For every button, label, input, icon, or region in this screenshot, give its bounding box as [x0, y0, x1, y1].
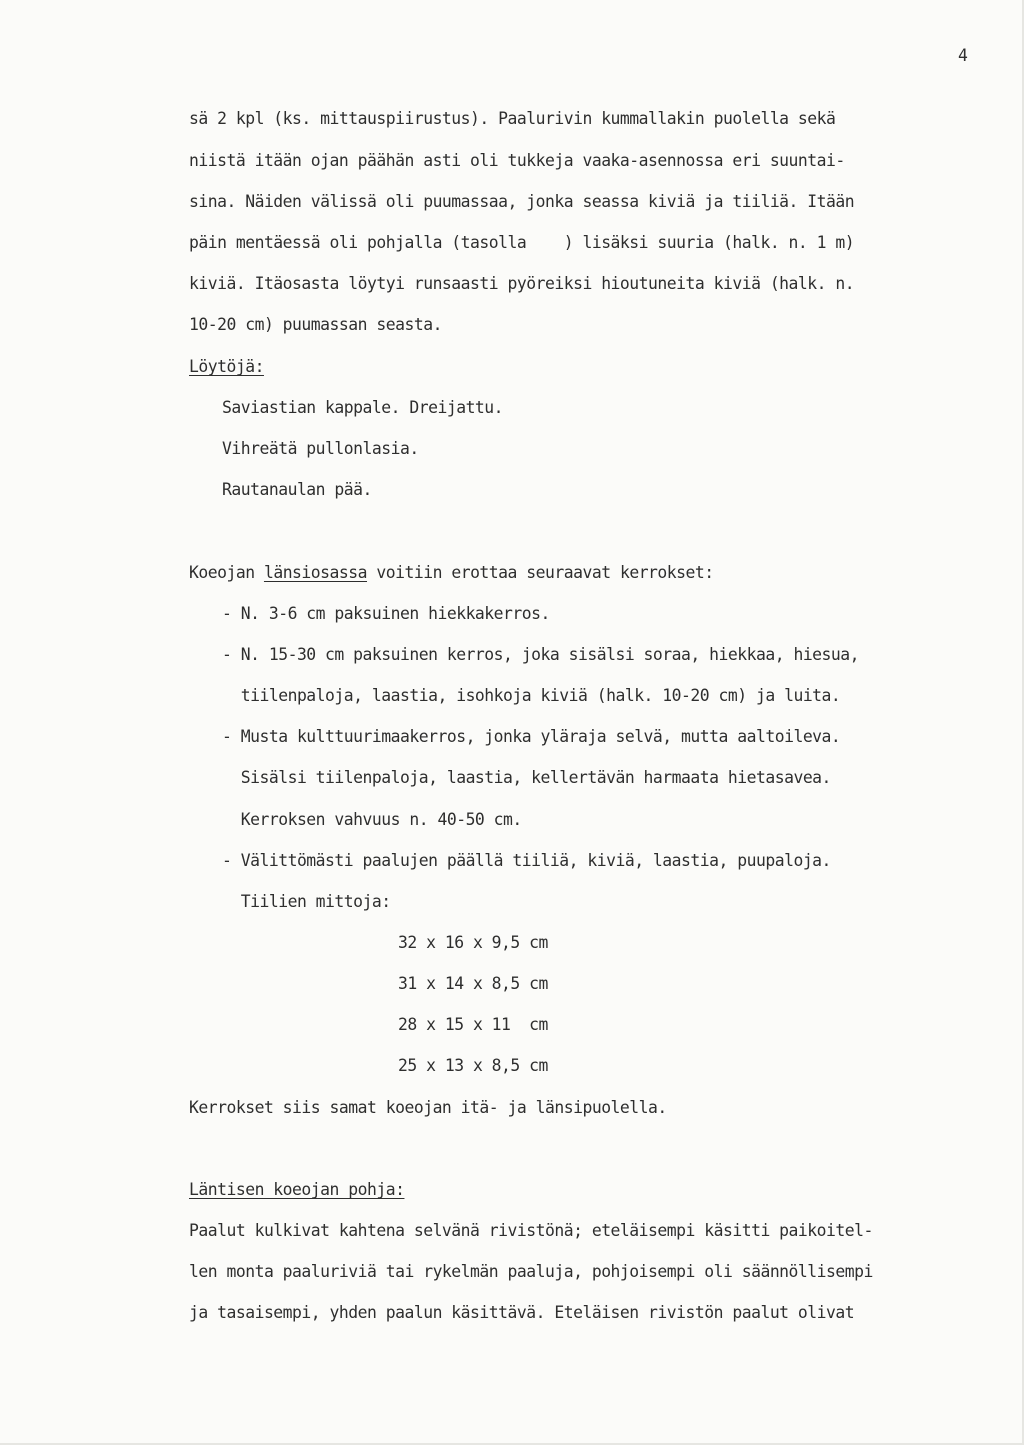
page-number: 4: [958, 46, 968, 65]
conclusion: Kerrokset siis samat koeojan itä- ja länsipuolella.: [189, 1098, 667, 1117]
finds-heading: Löytöjä:: [189, 357, 264, 376]
intro-line: sä 2 kpl (ks. mittauspiirustus). Paalurivin kummallakin puolella sekä: [189, 109, 836, 128]
layer-line: - Välittömästi paalujen päällä tiiliä, kiviä, laastia, puupaloja.: [222, 851, 831, 870]
layer-line: tiilenpaloja, laastia, isohkoja kiviä (halk. 10-20 cm) ja luita.: [222, 686, 841, 705]
brick-size: 31 x 14 x 8,5 cm: [398, 974, 548, 993]
intro-line: niistä itään ojan päähän asti oli tukkeja vaaka-asennossa eri suuntai-: [189, 151, 845, 170]
bottom-heading: Läntisen koeojan pohja:: [189, 1180, 405, 1199]
west-intro-before: Koeojan: [189, 563, 264, 582]
intro-line: 10-20 cm) puumassan seasta.: [189, 315, 442, 334]
layer-line: Tiilien mittoja:: [222, 892, 391, 911]
brick-size: 32 x 16 x 9,5 cm: [398, 933, 548, 952]
layer-line: - N. 3-6 cm paksuinen hiekkakerros.: [222, 604, 550, 623]
find-item: Vihreätä pullonlasia.: [222, 439, 419, 458]
layer-line: - Musta kulttuurimaakerros, jonka yläraja selvä, mutta aaltoileva.: [222, 727, 841, 746]
layer-line: Kerroksen vahvuus n. 40-50 cm.: [222, 810, 522, 829]
find-item: Saviastian kappale. Dreijattu.: [222, 398, 504, 417]
bottom-text-line: Paalut kulkivat kahtena selvänä rivistönä; eteläisempi käsitti paikoitel-: [189, 1221, 873, 1240]
bottom-text-line: len monta paaluriviä tai rykelmän paaluja, pohjoisempi oli säännöllisempi: [189, 1262, 873, 1281]
intro-line: päin mentäessä oli pohjalla (tasolla ) lisäksi suuria (halk. n. 1 m): [189, 233, 855, 252]
layer-line: - N. 15-30 cm paksuinen kerros, joka sisälsi soraa, hiekkaa, hiesua,: [222, 645, 860, 664]
brick-size: 28 x 15 x 11 cm: [398, 1015, 548, 1034]
intro-line: kiviä. Itäosasta löytyi runsaasti pyöreiksi hioutuneita kiviä (halk. n.: [189, 274, 855, 293]
west-intro-after: voitiin erottaa seuraavat kerrokset:: [367, 563, 714, 582]
find-item: Rautanaulan pää.: [222, 480, 372, 499]
brick-size: 25 x 13 x 8,5 cm: [398, 1056, 548, 1075]
west-intro: [189, 563, 714, 583]
layer-line: Sisälsi tiilenpaloja, laastia, kellertävän harmaata hietasavea.: [222, 768, 831, 787]
intro-line: sina. Näiden välissä oli puumassaa, jonka seassa kiviä ja tiiliä. Itään: [189, 192, 855, 211]
bottom-text-line: ja tasaisempi, yhden paalun käsittävä. Eteläisen rivistön paalut olivat: [189, 1303, 855, 1322]
west-intro-underlined: länsiosassa: [263, 563, 368, 582]
